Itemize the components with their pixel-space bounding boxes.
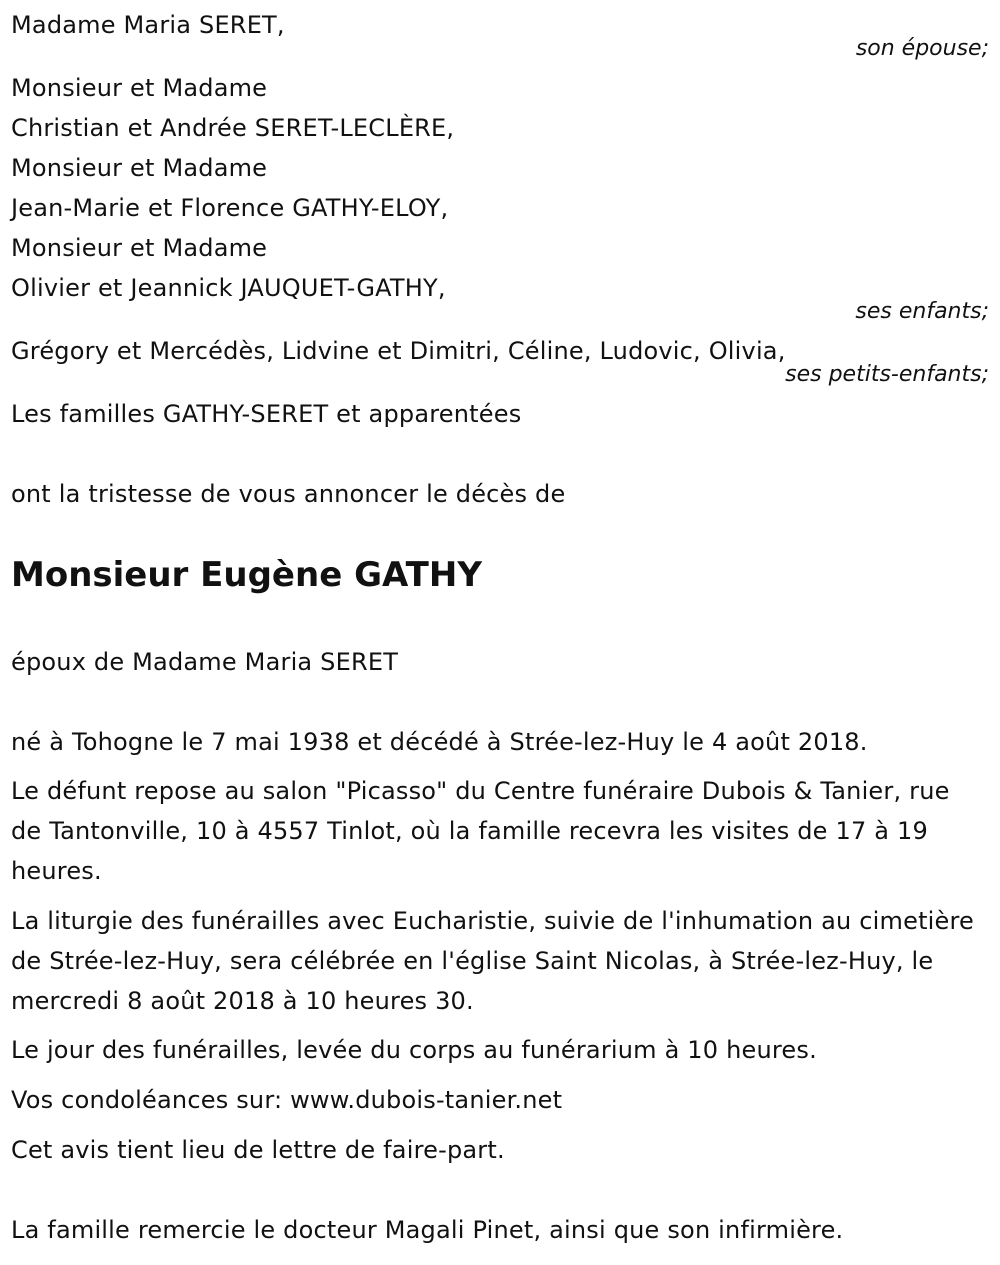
- children-line: Monsieur et Madame: [11, 234, 268, 262]
- children-line: Olivier et Jeannick JAUQUET-GATHY,: [11, 274, 446, 302]
- deceased-name: Monsieur Eugène GATHY: [11, 555, 482, 595]
- condolences-text: Vos condoléances sur: www.dubois-tanier.net: [11, 1086, 563, 1114]
- birth-death-text: né à Tohogne le 7 mai 1938 et décédé à Strée-lez-Huy le 4 août 2018.: [11, 728, 868, 756]
- thanks-text: La famille remercie le docteur Magali Pinet, ainsi que son infirmière.: [11, 1216, 844, 1244]
- relatives-line: Les familles GATHY-SERET et apparentées: [11, 400, 522, 428]
- children-line: Jean-Marie et Florence GATHY-ELOY,: [11, 194, 449, 222]
- announcement-text: ont la tristesse de vous annoncer le décès de: [11, 480, 566, 508]
- liturgy-paragraph: La liturgie des funérailles avec Eucharistie, suivie de l'inhumation au cimetière de Strée-lez-Huy, sera célébrée en l'église Saint Nicolas, à Strée-lez-Huy, le mercredi 8 août 2018 à 10 heures 30.: [11, 907, 975, 1015]
- children-line: Christian et Andrée SERET-LECLÈRE,: [11, 114, 455, 142]
- grandchildren-role: ses petits-enfants;: [785, 362, 989, 387]
- notice-text: Cet avis tient lieu de lettre de faire-part.: [11, 1136, 505, 1164]
- children-role: ses enfants;: [855, 299, 989, 324]
- funeral-day-text: Le jour des funérailles, levée du corps au funérarium à 10 heures.: [11, 1036, 817, 1064]
- viewing-paragraph: Le défunt repose au salon "Picasso" du Centre funéraire Dubois & Tanier, rue de Tantonville, 10 à 4557 Tinlot, où la famille recevra les visites de 17 à 19 heures.: [11, 777, 950, 885]
- grandchildren-line: Grégory et Mercédès, Lidvine et Dimitri, Céline, Ludovic, Olivia,: [11, 337, 786, 365]
- children-line: Monsieur et Madame: [11, 154, 268, 182]
- children-line: Monsieur et Madame: [11, 74, 268, 102]
- spouse-role: son épouse;: [855, 36, 989, 61]
- spouse-line: Madame Maria SERET,: [11, 11, 285, 39]
- spouse-of-text: époux de Madame Maria SERET: [11, 648, 399, 676]
